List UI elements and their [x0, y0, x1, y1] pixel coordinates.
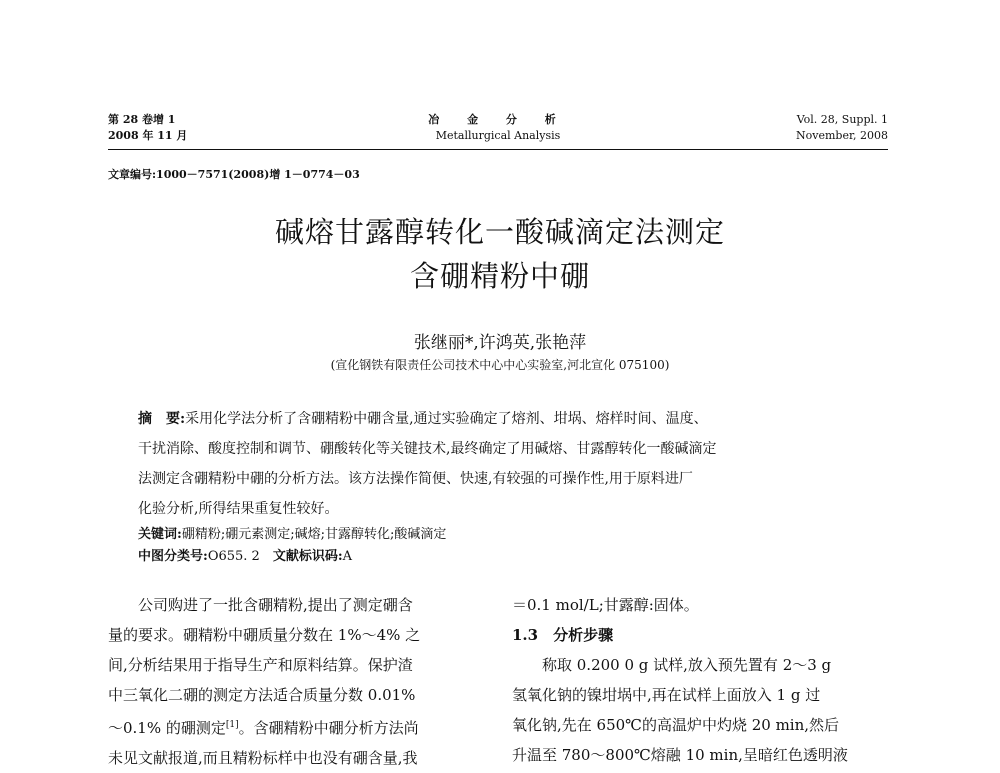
- authors: 张继丽*,许鸿英,张艳萍: [413, 333, 587, 353]
- title-line-2: 含硼精粉中硼: [409, 259, 590, 293]
- classification-label: 中图分类号:: [138, 549, 208, 564]
- doccode-value: A: [342, 549, 353, 564]
- body-column-left: [108, 590, 478, 773]
- keywords-label: 关键词:: [138, 527, 182, 542]
- abstract-label: 摘 要:: [138, 411, 186, 427]
- keywords: [138, 523, 863, 547]
- body-line: 称取 0.200 0 g 试样,放入预先置有 2～3 g: [512, 656, 832, 674]
- date-en: November, 2008: [796, 129, 888, 142]
- journal-name-cn: 冶 金 分 析: [428, 113, 568, 126]
- body-line: 升温至 780～800℃熔融 10 min,呈暗红色透明液: [512, 746, 848, 764]
- volume-en: Vol. 28, Suppl. 1: [796, 113, 888, 126]
- header-right: [796, 112, 888, 144]
- body-line: 氧化钠,先在 650℃的高温炉中灼烧 20 min,然后: [512, 716, 840, 734]
- classification-code: O655. 2: [207, 549, 260, 564]
- section-heading: 1.3 分析步骤: [512, 626, 614, 644]
- date-cn: 2008 年 11 月: [108, 129, 188, 142]
- title-line-1: 碱熔甘露醇转化一酸碱滴定法测定: [274, 215, 725, 249]
- body-line: 中三氧化二硼的测定方法适合质量分数 0.01%: [108, 686, 416, 704]
- classification: [138, 545, 863, 569]
- body-line: 未见文献报道,而且精粉标样中也没有硼含量,我: [108, 749, 418, 767]
- header-rule: [108, 149, 888, 150]
- body-line: 氢氧化钠的镍坩埚中,再在试样上面放入 1 g 过: [512, 686, 821, 704]
- keywords-text: 硼精粉;硼元素测定;碱熔;甘露醇转化;酸碱滴定: [181, 527, 447, 542]
- abstract-line: 化验分析,所得结果重复性较好。: [138, 501, 339, 517]
- reference-mark[interactable]: [1]: [225, 720, 239, 730]
- body-line: 公司购进了一批含硼精粉,提出了测定硼含: [108, 596, 413, 614]
- abstract-line: 法测定含硼精粉中硼的分析方法。该方法操作简便、快速,有较强的可操作性,用于原料进厂: [138, 471, 693, 487]
- journal-name-en: Metallurgical Analysis: [435, 129, 561, 142]
- body-line: ～0.1% 的硼测定[1]。含硼精粉中硼分析方法尚: [108, 719, 419, 737]
- article-number: 文章编号:1000－7571(2008)增 1－0774－03: [108, 168, 360, 181]
- body-line: ＝0.1 mol/L;甘露醇:固体。: [512, 596, 699, 614]
- abstract: [138, 404, 863, 524]
- abstract-line: 摘 要:采用化学法分析了含硼精粉中硼含量,通过实验确定了熔剂、坩埚、熔样时间、温度、: [138, 411, 708, 427]
- body-column-right: [512, 590, 888, 770]
- volume-cn: 第 28 卷增 1: [108, 113, 176, 126]
- body-line: 量的要求。硼精粉中硼质量分数在 1%～4% 之: [108, 626, 421, 644]
- doccode-label: 文献标识码:: [272, 549, 343, 564]
- paper-title: [0, 210, 1000, 298]
- abstract-line: 干扰消除、酸度控制和调节、硼酸转化等关键技术,最终确定了用碱熔、甘露醇转化一酸碱滴定: [138, 441, 717, 457]
- header-center: [108, 112, 888, 144]
- body-line: 间,分析结果用于指导生产和原料结算。保护渣: [108, 656, 413, 674]
- affiliation: (宣化钢铁有限责任公司技术中心中心实验室,河北宣化 075100): [330, 358, 670, 372]
